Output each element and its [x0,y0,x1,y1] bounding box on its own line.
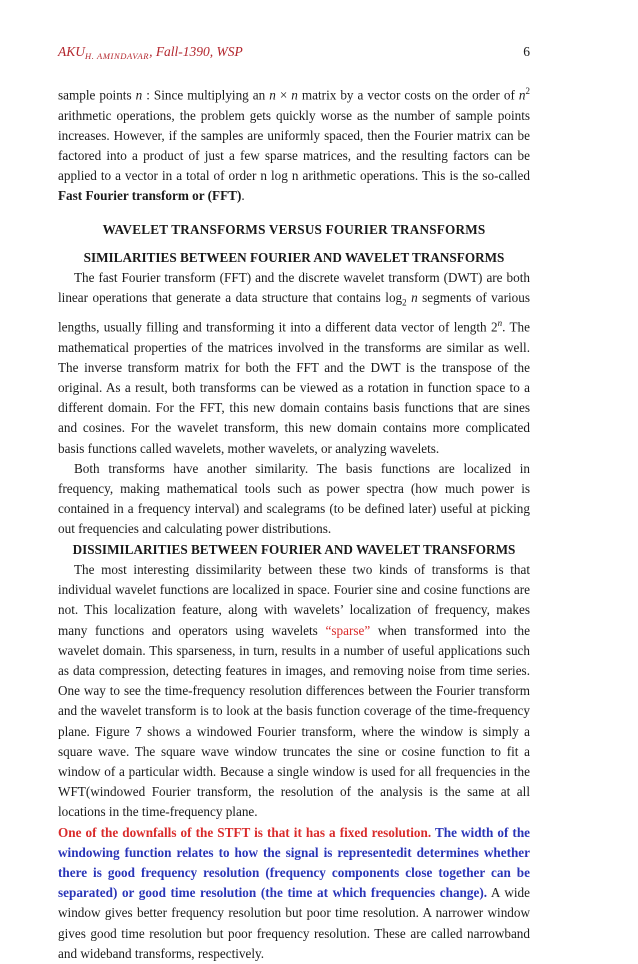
header-author: H. AMINDAVAR [85,51,150,61]
header-author-course [58,44,243,61]
intro-paragraph: sample points n : Since multiplying an n × n matrix by a vector costs on the order of $n^2$ arithmetic operations, the problem gets quickly worse as the number of sample points increases. However, if the samples are uniformly spaced, then the Fourier matrix can be factored into a product of just a few sparse matrices, and the resulting factors can be applied to a vector in a total of order n log n arithmetic operations. This is the so-called Fast Fourier transform or (FFT). [58,86,530,204]
page-number: 6 [523,44,530,59]
section-title: WAVELET TRANSFORMS VERSUS FOURIER TRANSFORMS [102,221,486,237]
running-header [58,44,530,64]
dissimilarities-paragraph-1: The most interesting dissimilarity between these two kinds of transforms is that individual wavelet functions are localized in space. Fourier sine and cosine functions are not. This localization feature, along with wavelets’ localization of frequency, makes many functions and operators using wavelets “sparse” when transformed into the wavelet domain. This sparseness, in turn, results in a number of useful applications such as data compression, detecting features in images, and removing noise from time series. One way to see the time-frequency resolution differences between the Fourier transform and the wavelet transform is to look at the basis function coverage of the time-frequency plane. Figure 7 shows a windowed Fourier transform, where the window is simply a square wave. The square wave window truncates the sine or cosine function to fit a window of a particular width. Because a single window is used for all frequencies in the WFT(windowed Fourier transform, the resolution of the analysis is the same at all locations in the time-frequency plane. [58,561,530,820]
similarities-paragraph-2: Both transforms have another similarity. The basis functions are localized in frequency, making mathematical tools such as power spectra (how much power is contained in a frequency interval) and scalegrams (to be defined later) useful at picking out frequencies and calculating power distributions. [58,460,530,537]
stft-paragraph: One of the downfalls of the STFT is that it has a fixed resolution. The width of the windowing function relates to how the signal is representedit determines whether there is good frequency resolution (frequency components close together can be separated) or good time resolution (the time at which frequencies change). A wide window gives better frequency resolution but poor time resolution. A narrower window gives good time resolution but poor frequency resolution. These are called narrowband and wideband transforms, respectively. [58,824,531,961]
stft-red-sentence: One of the downfalls of the STFT is that it has a fixed resolution. [58,824,432,840]
page-body [58,81,530,964]
sparse-term: “sparse” [325,622,371,638]
header-aku: AKU [58,44,85,59]
dissimilarities-heading: DISSIMILARITIES BETWEEN FOURIER AND WAVELET TRANSFORMS [72,541,516,557]
similarities-paragraph-1: The fast Fourier transform (FFT) and the discrete wavelet transform (DWT) are both linear operations that generate a data structure that contains $\log_2 n$ segments of various lengths, usually filling and transforming it into a different data vector of length 2$^n$. The mathematical properties of the matrices involved in the transforms are similar as well. The inverse transform matrix for both the FFT and the DWT is the transpose of the original. As a result, both transforms can be viewed as a rotation in function space to a different domain. For the FFT, this new domain contains basis functions that are sines and cosines. For the wavelet transform, this new domain contains more complicated basis functions called wavelets, mother wavelets, or analyzing wavelets. [58,270,530,456]
window-blue-sentence: The width of the windowing function relates to how the signal is representedit determines whether there is good frequency resolution (frequency components close together can be separated) or good time resolution (the time at which frequencies change). [58,824,531,901]
fft-term: Fast Fourier transform or (FFT) [58,188,242,204]
header-course: , Fall-1390, WSP [149,44,243,59]
similarities-heading: SIMILARITIES BETWEEN FOURIER AND WAVELET TRANSFORMS [83,249,505,265]
